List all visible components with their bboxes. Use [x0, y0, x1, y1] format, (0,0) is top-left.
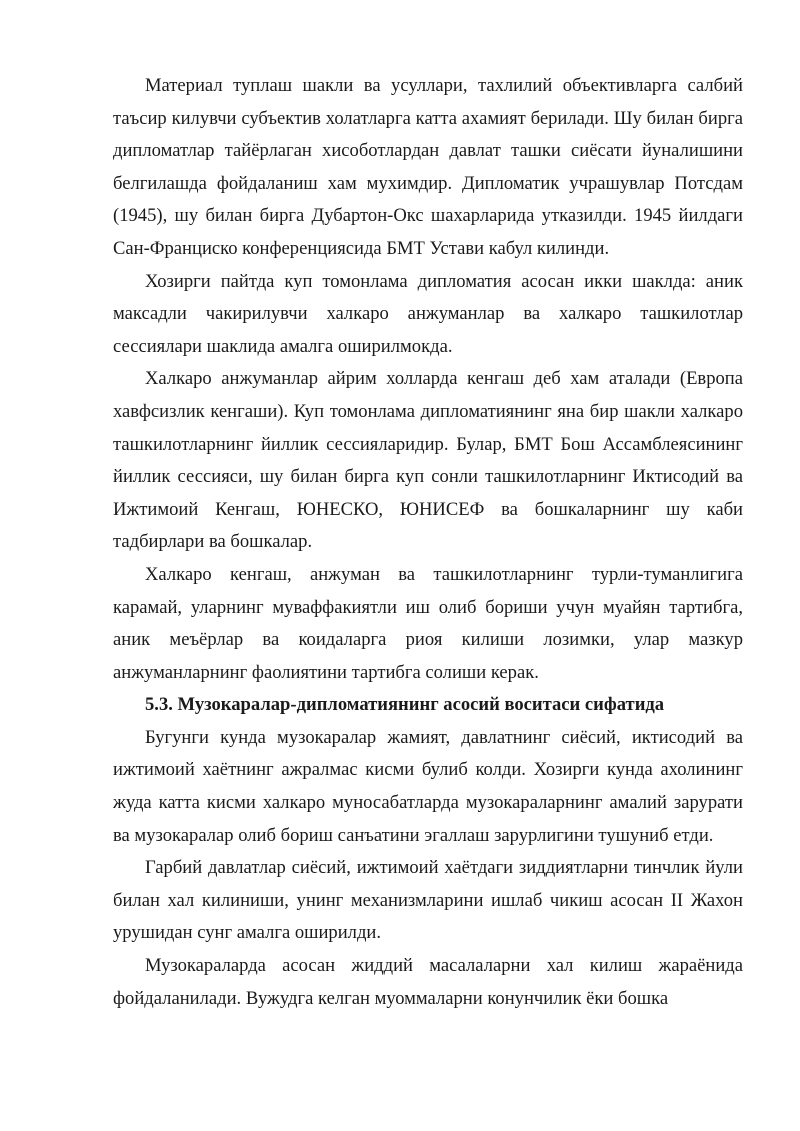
document-page: [113, 70, 743, 1015]
paragraph: Музокараларда асосан жиддий масалаларни хал килиш жараёнида фойдаланилади. Вужудга келган муоммаларни конунчилик ёки бошка: [113, 955, 743, 1009]
paragraph: Гарбий давлатлар сиёсий, ижтимоий хаётдаги зиддиятларни тинчлик йули билан хал килиниши, унинг механизмларини ишлаб чикиш асосан II Жахон урушидан сунг амалга оширилди.: [113, 857, 743, 944]
paragraph: Бугунги кунда музокаралар жамият, давлатнинг сиёсий, иктисодий ва ижтимоий хаётнинг ажралмас кисми булиб колди. Хозирги кунда ахолининг жуда катта кисми халкаро муносабатларда музокараларнинг амалий зарурати ва музокаралар олиб бориш санъатини эгаллаш зарурлигини тушуниб етди.: [113, 726, 743, 846]
paragraph: Халкаро анжуманлар айрим холларда кенгаш деб хам аталади (Европа хавфсизлик кенгаши). Куп томонлама дипломатиянинг яна бир шакли халкаро ташкилотларнинг йиллик сессияларидир. Булар, БМТ Бош Ассамблеясининг йиллик сессияси, шу билан бирга куп сонли ташкилотларнинг Иктисодий ва Ижтимоий Кенгаш, ЮНЕСКО, ЮНИСЕФ ва бошкаларнинг шу каби тадбирлари ва бошкалар.: [113, 368, 743, 553]
section-heading: 5.3. Музокаралар-дипломатиянинг асосий воситаси сифатида: [145, 694, 665, 716]
paragraph: Хозирги пайтда куп томонлама дипломатия асосан икки шаклда: аник максадли чакирилувчи халкаро анжуманлар ва халкаро ташкилотлар сессиялари шаклида амалга оширилмокда.: [113, 270, 743, 357]
paragraph: Материал туплаш шакли ва усуллари, тахлилий объективларга салбий таъсир килувчи субъектив холатларга катта ахамият берилади. Шу билан бирга дипломатлар тайёрлаган хисоботлардан давлат ташки сиёсати йуналишини белгилашда фойдаланиш хам мухимдир. Дипломатик учрашувлар Потсдам (1945), шу билан бирга Дубартон-Окс шахарларида утказилди. 1945 йилдаги Сан-Франциско конференциясида БМТ Устави кабул килинди.: [113, 75, 743, 259]
paragraph: Халкаро кенгаш, анжуман ва ташкилотларнинг турли-туманлигига карамай, уларнинг муваффакиятли иш олиб бориши учун муайян тартибга, аник меъёрлар ва коидаларга риоя килиши лозимки, улар мазкур анжуманларнинг фаолиятини тартибга солиши керак.: [113, 563, 743, 683]
